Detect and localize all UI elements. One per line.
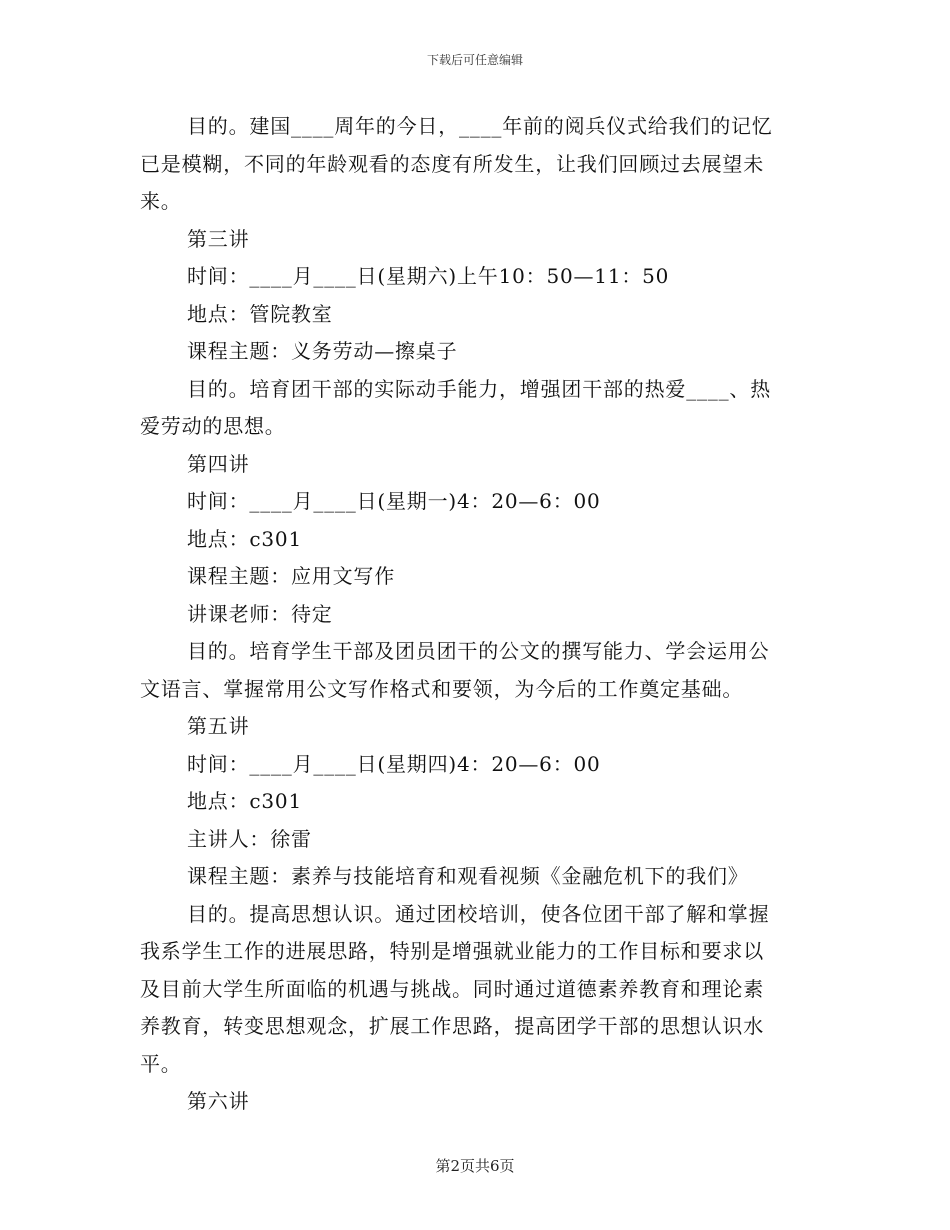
body-line: 课程主题：义务劳动—擦桌子 [187,339,458,363]
body-line: 养教育，转变思想观念，扩展工作思路，提高团学干部的思想认识水 [140,1014,764,1038]
page-number: 第2页共6页 [435,1157,515,1175]
body-line: 目的。培育学生干部及团员团干的公文的撰写能力、学会运用公 [187,639,770,663]
body-line: 目的。建国____周年的今日，____年前的阅兵仪式给我们的记忆 [187,114,773,138]
body-line: 课程主题：应用文写作 [187,564,395,588]
body-line: 时间：____月____日(星期六)上午10：50—11：50 [187,264,670,288]
body-line: 课程主题：素养与技能培育和观看视频《金融危机下的我们》 [187,864,749,888]
body-line: 地点：管院教室 [187,301,333,326]
document-body [140,108,800,1121]
section-heading: 第四讲 [187,451,250,476]
page-header-note: 下载后可任意编辑 [426,53,523,67]
body-line: 时间：____月____日(星期一)4：20—6：00 [187,489,601,513]
body-line: 及目前大学生所面临的机遇与挑战。同时通过道德素养教育和理论素 [140,976,764,1001]
body-line: 目的。培育团干部的实际动手能力，增强团干部的热爱____、热 [187,376,771,401]
body-line: 来。 [140,189,182,213]
body-line: 主讲人：徐雷 [187,826,312,851]
body-line: 文语言、掌握常用公文写作格式和要领，为今后的工作奠定基础。 [140,676,744,701]
section-heading: 第三讲 [187,226,250,251]
body-line: 目的。提高思想认识。通过团校培训，使各位团干部了解和掌握 [187,901,770,926]
body-line: 地点：c301 [187,526,302,551]
body-line: 时间：____月____日(星期四)4：20—6：00 [187,751,601,776]
section-heading: 第五讲 [187,714,250,738]
body-line: 地点：c301 [187,789,302,813]
body-line: 我系学生工作的进展思路，特别是增强就业能力的工作目标和要求以 [140,939,764,963]
body-line: 讲课老师：待定 [187,601,333,626]
section-heading: 第六讲 [187,1089,250,1113]
body-line: 爱劳动的思想。 [140,414,286,438]
body-line: 已是模糊，不同的年龄观看的态度有所发生，让我们回顾过去展望未 [140,151,764,176]
body-line: 平。 [140,1051,182,1076]
